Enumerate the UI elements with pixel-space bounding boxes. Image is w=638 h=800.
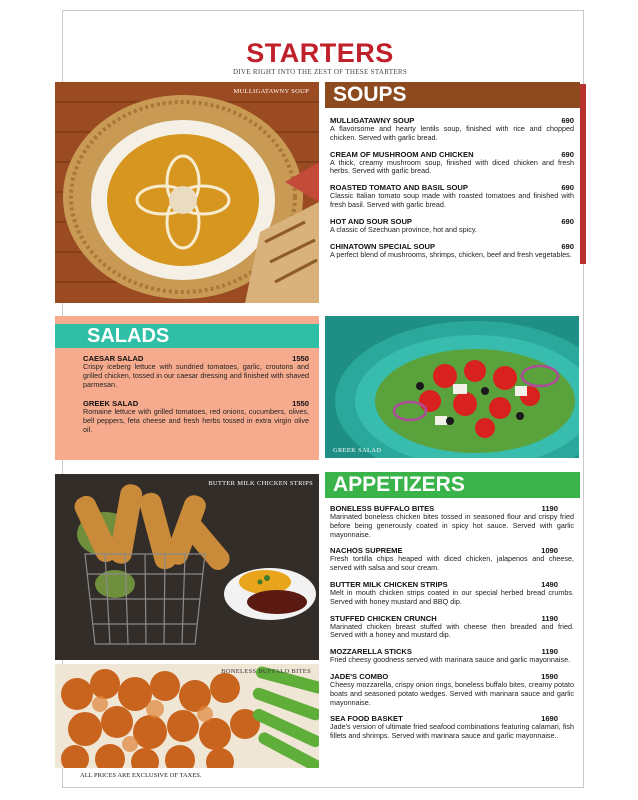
soup-photo-caption: MULLIGATAWNY SOUP (233, 88, 309, 95)
salads-list (75, 354, 315, 442)
item-description: A flavorsome and hearty lentils soup, finished with rice and chopped chicken. Served with garlic bread. (330, 124, 574, 142)
salad-photo-caption: GREEK SALAD (333, 447, 382, 454)
item-description: Fresh tortilla chips heaped with diced chicken, jalapenos and cheese, served with salsa and sour cream. (330, 554, 574, 573)
list-item (325, 580, 580, 607)
item-name: CHINATOWN SPECIAL SOUP (330, 241, 436, 251)
item-price: 690 (561, 116, 574, 125)
item-name: BUTTER MILK CHICKEN STRIPS (330, 579, 448, 589)
item-name: NACHOS SUPREME (330, 546, 403, 556)
edge-accent-strip (580, 84, 586, 264)
item-description: Cheesy mozzarella, crispy onion rings, boneless buffalo bites, creamy potato boats and seasoned potato wedges. Served with marinara sauce and garlic mayonnaise. (330, 679, 574, 707)
item-price: 1090 (541, 546, 558, 556)
salad-illustration (325, 316, 579, 458)
item-name: BONELESS BUFFALO BITES (330, 504, 435, 513)
item-description: Jade's version of ultimate fried seafood combinations featuring calamari, fish fillets and shrimps. Served with marinara sauce and garlic mayonnaise.. (330, 722, 574, 741)
item-price: 1490 (541, 579, 558, 589)
item-name: CREAM OF MUSHROOM AND CHICKEN (330, 149, 474, 159)
list-item (325, 546, 580, 573)
item-name: CAESAR SALAD (83, 354, 144, 363)
buffalo-bites-illustration (55, 664, 319, 768)
item-description: A thick, creamy mushroom soup, finished with diced chicken and fresh herbs. Served with garlic bread. (330, 157, 574, 176)
item-price: 690 (561, 216, 574, 226)
buffalo-bites-photo (55, 664, 319, 768)
soups-section (325, 82, 580, 266)
item-name: JADE'S COMBO (330, 671, 389, 681)
item-name: GREEK SALAD (83, 399, 139, 409)
item-name: MOZZARELLA STICKS (330, 647, 412, 657)
item-price: 690 (561, 183, 574, 193)
list-item (75, 399, 315, 434)
soup-illustration (55, 82, 319, 303)
item-description: Romaine lettuce with grilled tomatoes, red onions, cucumbers, olives, bell peppers, feta cheese and fresh herbs tossed in extra virgin olive oil. (83, 407, 309, 434)
item-description: Marinated boneless chicken bites tossed in seasoned flour and crispy fried before being generously coated in spicy hot sauce. Served with garlic mayonnaise. (330, 512, 574, 539)
item-price: 1190 (541, 647, 558, 657)
list-item (325, 217, 580, 235)
item-price: 1550 (292, 399, 309, 409)
chicken-photo-caption: BUTTER MILK CHICKEN STRIPS (208, 480, 313, 487)
soups-header: SOUPS (325, 82, 580, 108)
item-description: Crispy iceberg lettuce with sundried tomatoes, garlic, croutons and grilled chicken, tossed in our caesar dressing and finished with shaved parmesan. (83, 362, 309, 389)
item-name: MULLIGATAWNY SOUP (330, 116, 415, 125)
item-name: ROASTED TOMATO AND BASIL SOUP (330, 183, 468, 193)
list-item (325, 116, 580, 143)
greek-salad-photo (325, 316, 579, 458)
list-item (325, 714, 580, 741)
appetizers-section (325, 472, 580, 748)
chicken-strips-illustration (55, 474, 319, 660)
item-price: 1590 (541, 671, 558, 681)
item-description: Marinated chicken breast stuffed with cheese then breaded and fried. Served with a honey and mustard dip. (330, 621, 574, 640)
salads-header: SALADS (87, 325, 170, 347)
appetizers-header: APPETIZERS (325, 472, 580, 498)
item-description: Classic Italian tomato soup made with roasted tomatoes and finished with fresh basil. Served with garlic bread. (330, 191, 574, 209)
page-subtitle: DIVE RIGHT INTO THE ZEST OF THESE STARTERS (232, 68, 408, 76)
list-item (325, 242, 580, 260)
page-title: STARTERS (246, 38, 394, 68)
list-item (325, 504, 580, 539)
buffalo-photo-caption: BONELESS BUFFALO BITES (221, 668, 311, 675)
item-description: Melt in mouth chicken strips coated in our special herbed bread crumbs. Served with honey mustard and BBQ dip. (330, 587, 574, 606)
item-price: 1190 (541, 613, 558, 623)
soup-photo (55, 82, 319, 303)
list-item (325, 647, 580, 665)
item-description: Fried cheesy goodness served with marinara sauce and garlic mayonnaise. (330, 655, 571, 665)
item-price: 1550 (292, 354, 309, 363)
chicken-strips-photo (55, 474, 319, 660)
list-item (325, 183, 580, 210)
item-price: 690 (561, 149, 574, 159)
item-description: A classic of Szechuan province, hot and spicy. (330, 224, 477, 234)
item-price: 1690 (541, 714, 558, 724)
list-item (325, 672, 580, 707)
list-item (75, 354, 315, 389)
item-name: SEA FOOD BASKET (330, 714, 403, 724)
prices-footnote: ALL PRICES ARE EXCLUSIVE OF TAXES. (80, 772, 202, 779)
item-description: A perfect blend of mushrooms, shrimps, chicken, beef and fresh vegetables. (330, 249, 572, 259)
salads-header-bar (55, 324, 319, 348)
item-price: 1190 (541, 504, 558, 513)
appetizers-list (325, 504, 580, 741)
item-name: HOT AND SOUR SOUP (330, 216, 412, 226)
item-price: 690 (561, 241, 574, 251)
soups-list (325, 116, 580, 259)
list-item (325, 150, 580, 177)
list-item (325, 614, 580, 641)
item-name: STUFFED CHICKEN CRUNCH (330, 613, 437, 623)
